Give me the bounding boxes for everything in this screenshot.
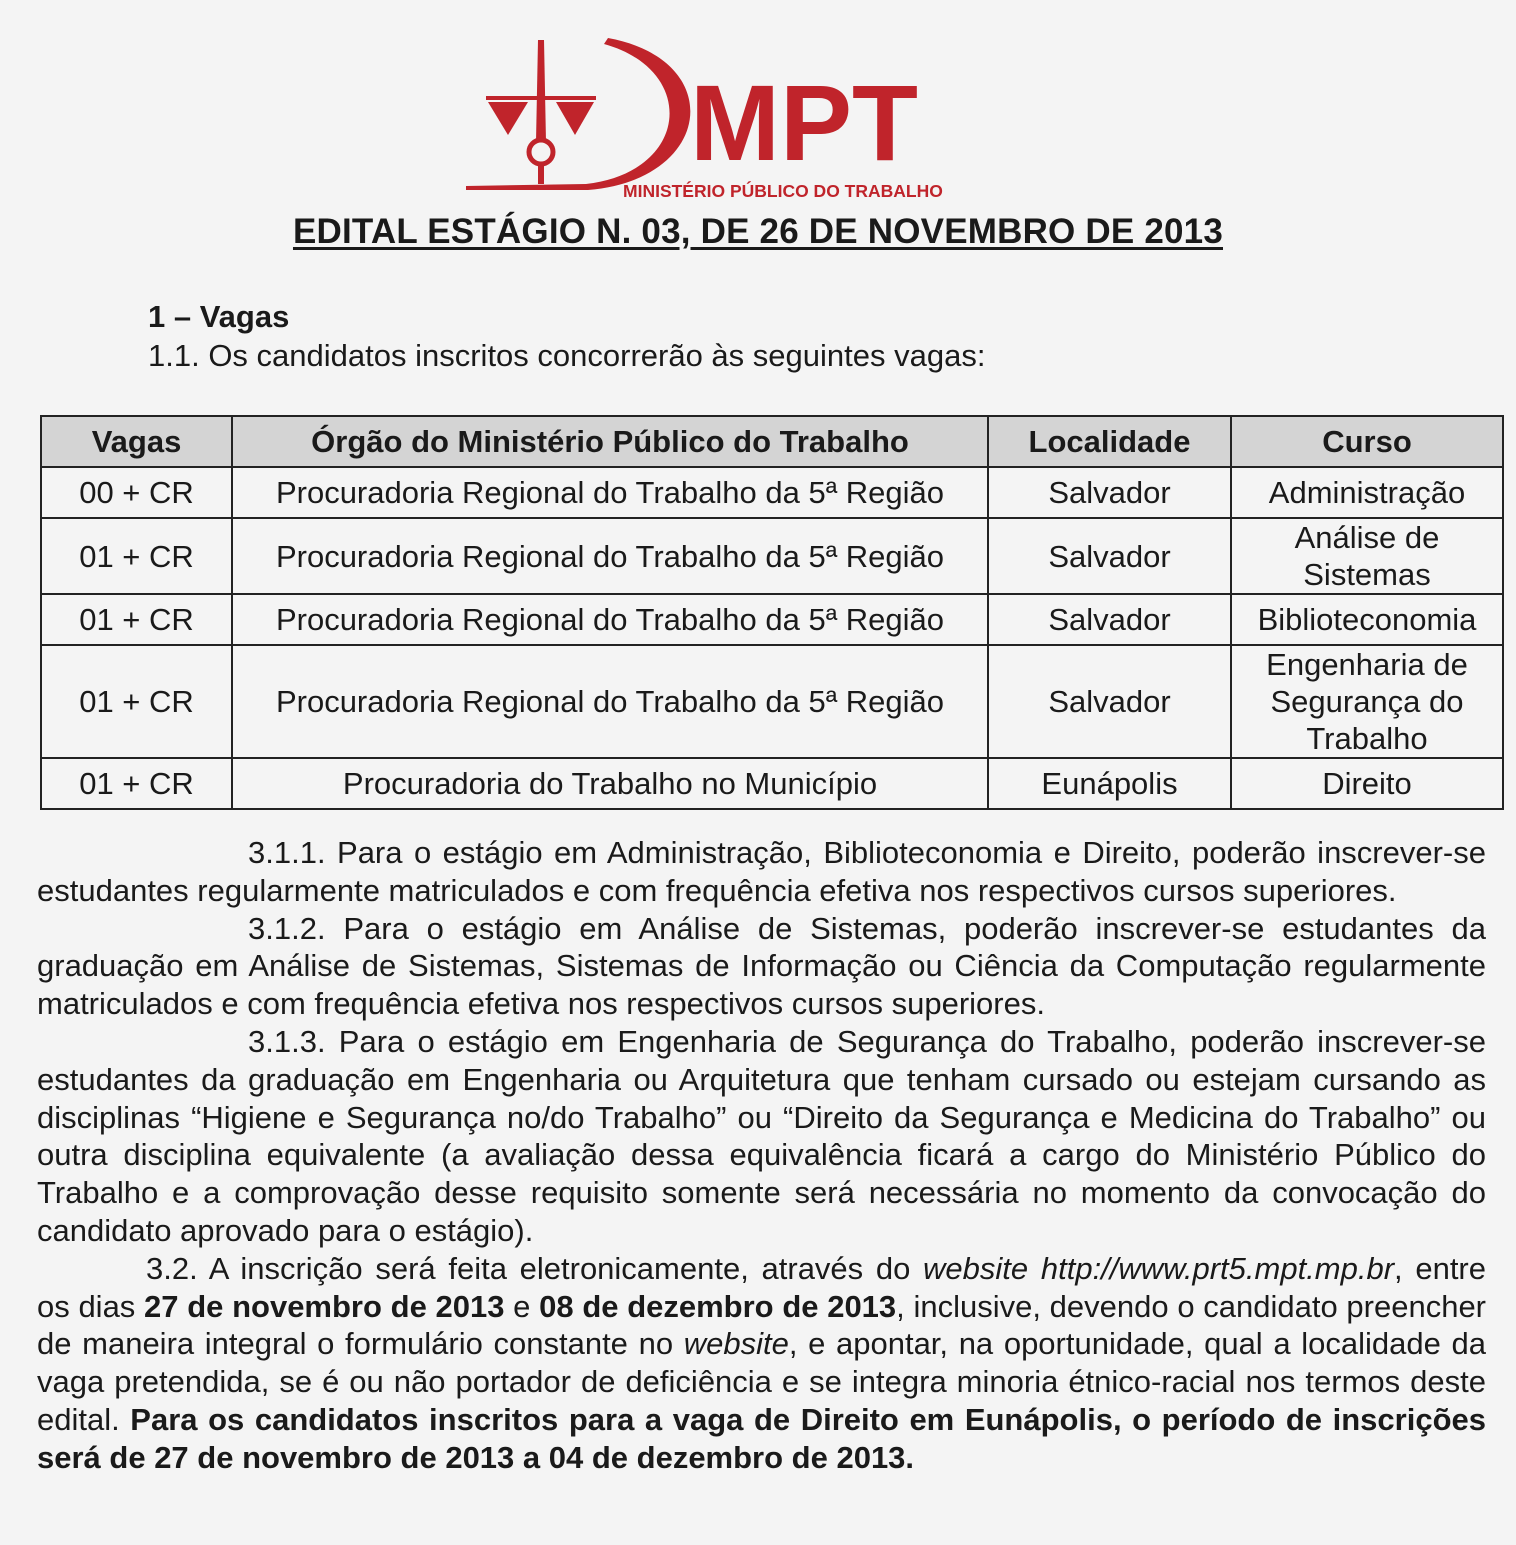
cell-vagas: 01 + CR xyxy=(41,594,232,645)
table-row xyxy=(41,645,1503,758)
cell-curso: Análise de Sistemas xyxy=(1231,518,1503,594)
paragraph-3-1-1: 3.1.1. Para o estágio em Administração, Biblioteconomia e Direito, poderão inscrever-se estudantes regularmente matriculados e com frequência efetiva nos respectivos cursos superiores. xyxy=(37,835,1486,908)
logo-subtitle: MINISTÉRIO PÚBLICO DO TRABALHO xyxy=(623,181,943,201)
table-row xyxy=(41,758,1503,809)
cell-orgao: Procuradoria Regional do Trabalho da 5ª Região xyxy=(232,518,988,594)
document-title: EDITAL ESTÁGIO N. 03, DE 26 DE NOVEMBRO DE 2013 xyxy=(292,212,1223,251)
cell-orgao: Procuradoria Regional do Trabalho da 5ª Região xyxy=(232,594,988,645)
header-orgao: Órgão do Ministério Público do Trabalho xyxy=(232,416,988,467)
table-row xyxy=(41,594,1503,645)
p32-text-3: , entre os dias xyxy=(37,1250,1486,1324)
section-heading: 1 – Vagas xyxy=(148,299,290,334)
section-intro: 1.1. Os candidatos inscritos concorrerão às seguintes vagas: xyxy=(148,338,986,373)
table-row xyxy=(41,467,1503,518)
cell-curso: Engenharia de Segurança do Trabalho xyxy=(1231,645,1503,758)
cell-localidade: Salvador xyxy=(988,518,1231,594)
paragraph-3-2 xyxy=(37,1250,1486,1477)
vagas-table xyxy=(40,415,1504,810)
cell-curso: Biblioteconomia xyxy=(1231,594,1503,645)
cell-localidade: Salvador xyxy=(988,594,1231,645)
p32-text-1: 3.2. A inscrição será feita eletronicamente, através do xyxy=(146,1250,924,1286)
cell-localidade: Salvador xyxy=(988,645,1231,758)
paragraph-3-1-3: 3.1.3. Para o estágio em Engenharia de Segurança do Trabalho, poderão inscrever-se estudantes da graduação em Engenharia ou Arquitetura que tenham cursado ou estejam cursando as disciplinas “Higiene e Segurança no/do Trabalho” ou “Direito da Segurança e Medicina do Trabalho” ou outra disciplina equivalente (a avaliação dessa equivalência ficará a cargo do Ministério Público do Trabalho e a comprovação desse requisito somente será necessária no momento da convocação do candidato aprovado para o estágio). xyxy=(37,1023,1486,1248)
eunapolis-highlight: Para os candidatos inscritos para a vaga de Direito em Eunápolis, o período de inscrições será de 27 de novembro de 2013 a 04 de dezembro de 2013. xyxy=(37,1401,1486,1475)
cell-vagas: 01 + CR xyxy=(41,645,232,758)
mpt-logo xyxy=(458,30,988,210)
date-end: 08 de dezembro de 2013 xyxy=(539,1288,897,1324)
cell-orgao: Procuradoria Regional do Trabalho da 5ª Região xyxy=(232,467,988,518)
header-vagas: Vagas xyxy=(41,416,232,467)
p32-text-5: , inclusive, devendo o candidato preencher de maneira integral o formulário constante no xyxy=(37,1288,1487,1362)
cell-vagas: 00 + CR xyxy=(41,467,232,518)
cell-localidade: Eunápolis xyxy=(988,758,1231,809)
edital-body xyxy=(37,834,1486,1477)
cell-localidade: Salvador xyxy=(988,467,1231,518)
header-localidade: Localidade xyxy=(988,416,1231,467)
p32-text-4: e xyxy=(504,1288,540,1324)
table-row xyxy=(41,518,1503,594)
cell-vagas: 01 + CR xyxy=(41,518,232,594)
cell-curso: Administração xyxy=(1231,467,1503,518)
cell-curso: Direito xyxy=(1231,758,1503,809)
p32-text-6: , e apontar, na oportunidade, qual a localidade da vaga pretendida, se é ou não portador de deficiência e se integra minoria étnico-racial nos termos deste edital. xyxy=(37,1326,1486,1437)
website-link[interactable]: http://www.prt5.mpt.mp.br xyxy=(1040,1250,1395,1286)
cell-orgao: Procuradoria Regional do Trabalho da 5ª Região xyxy=(232,645,988,758)
header-curso: Curso xyxy=(1231,416,1503,467)
table-header-row xyxy=(41,416,1503,467)
p32-website-2: website xyxy=(683,1326,789,1362)
p32-text-2 xyxy=(1028,1251,1041,1286)
paragraph-3-1-2: 3.1.2. Para o estágio em Análise de Sistemas, poderão inscrever-se estudantes da graduação em Análise de Sistemas, Sistemas de Informação ou Ciência da Computação regularmente matriculados e com frequência efetiva nos respectivos cursos superiores. xyxy=(37,910,1486,1022)
date-start: 27 de novembro de 2013 xyxy=(144,1288,505,1324)
logo-acronym: MPT xyxy=(690,62,918,183)
cell-vagas: 01 + CR xyxy=(41,758,232,809)
p32-website-1: website xyxy=(923,1250,1029,1286)
cell-orgao: Procuradoria do Trabalho no Município xyxy=(232,758,988,809)
